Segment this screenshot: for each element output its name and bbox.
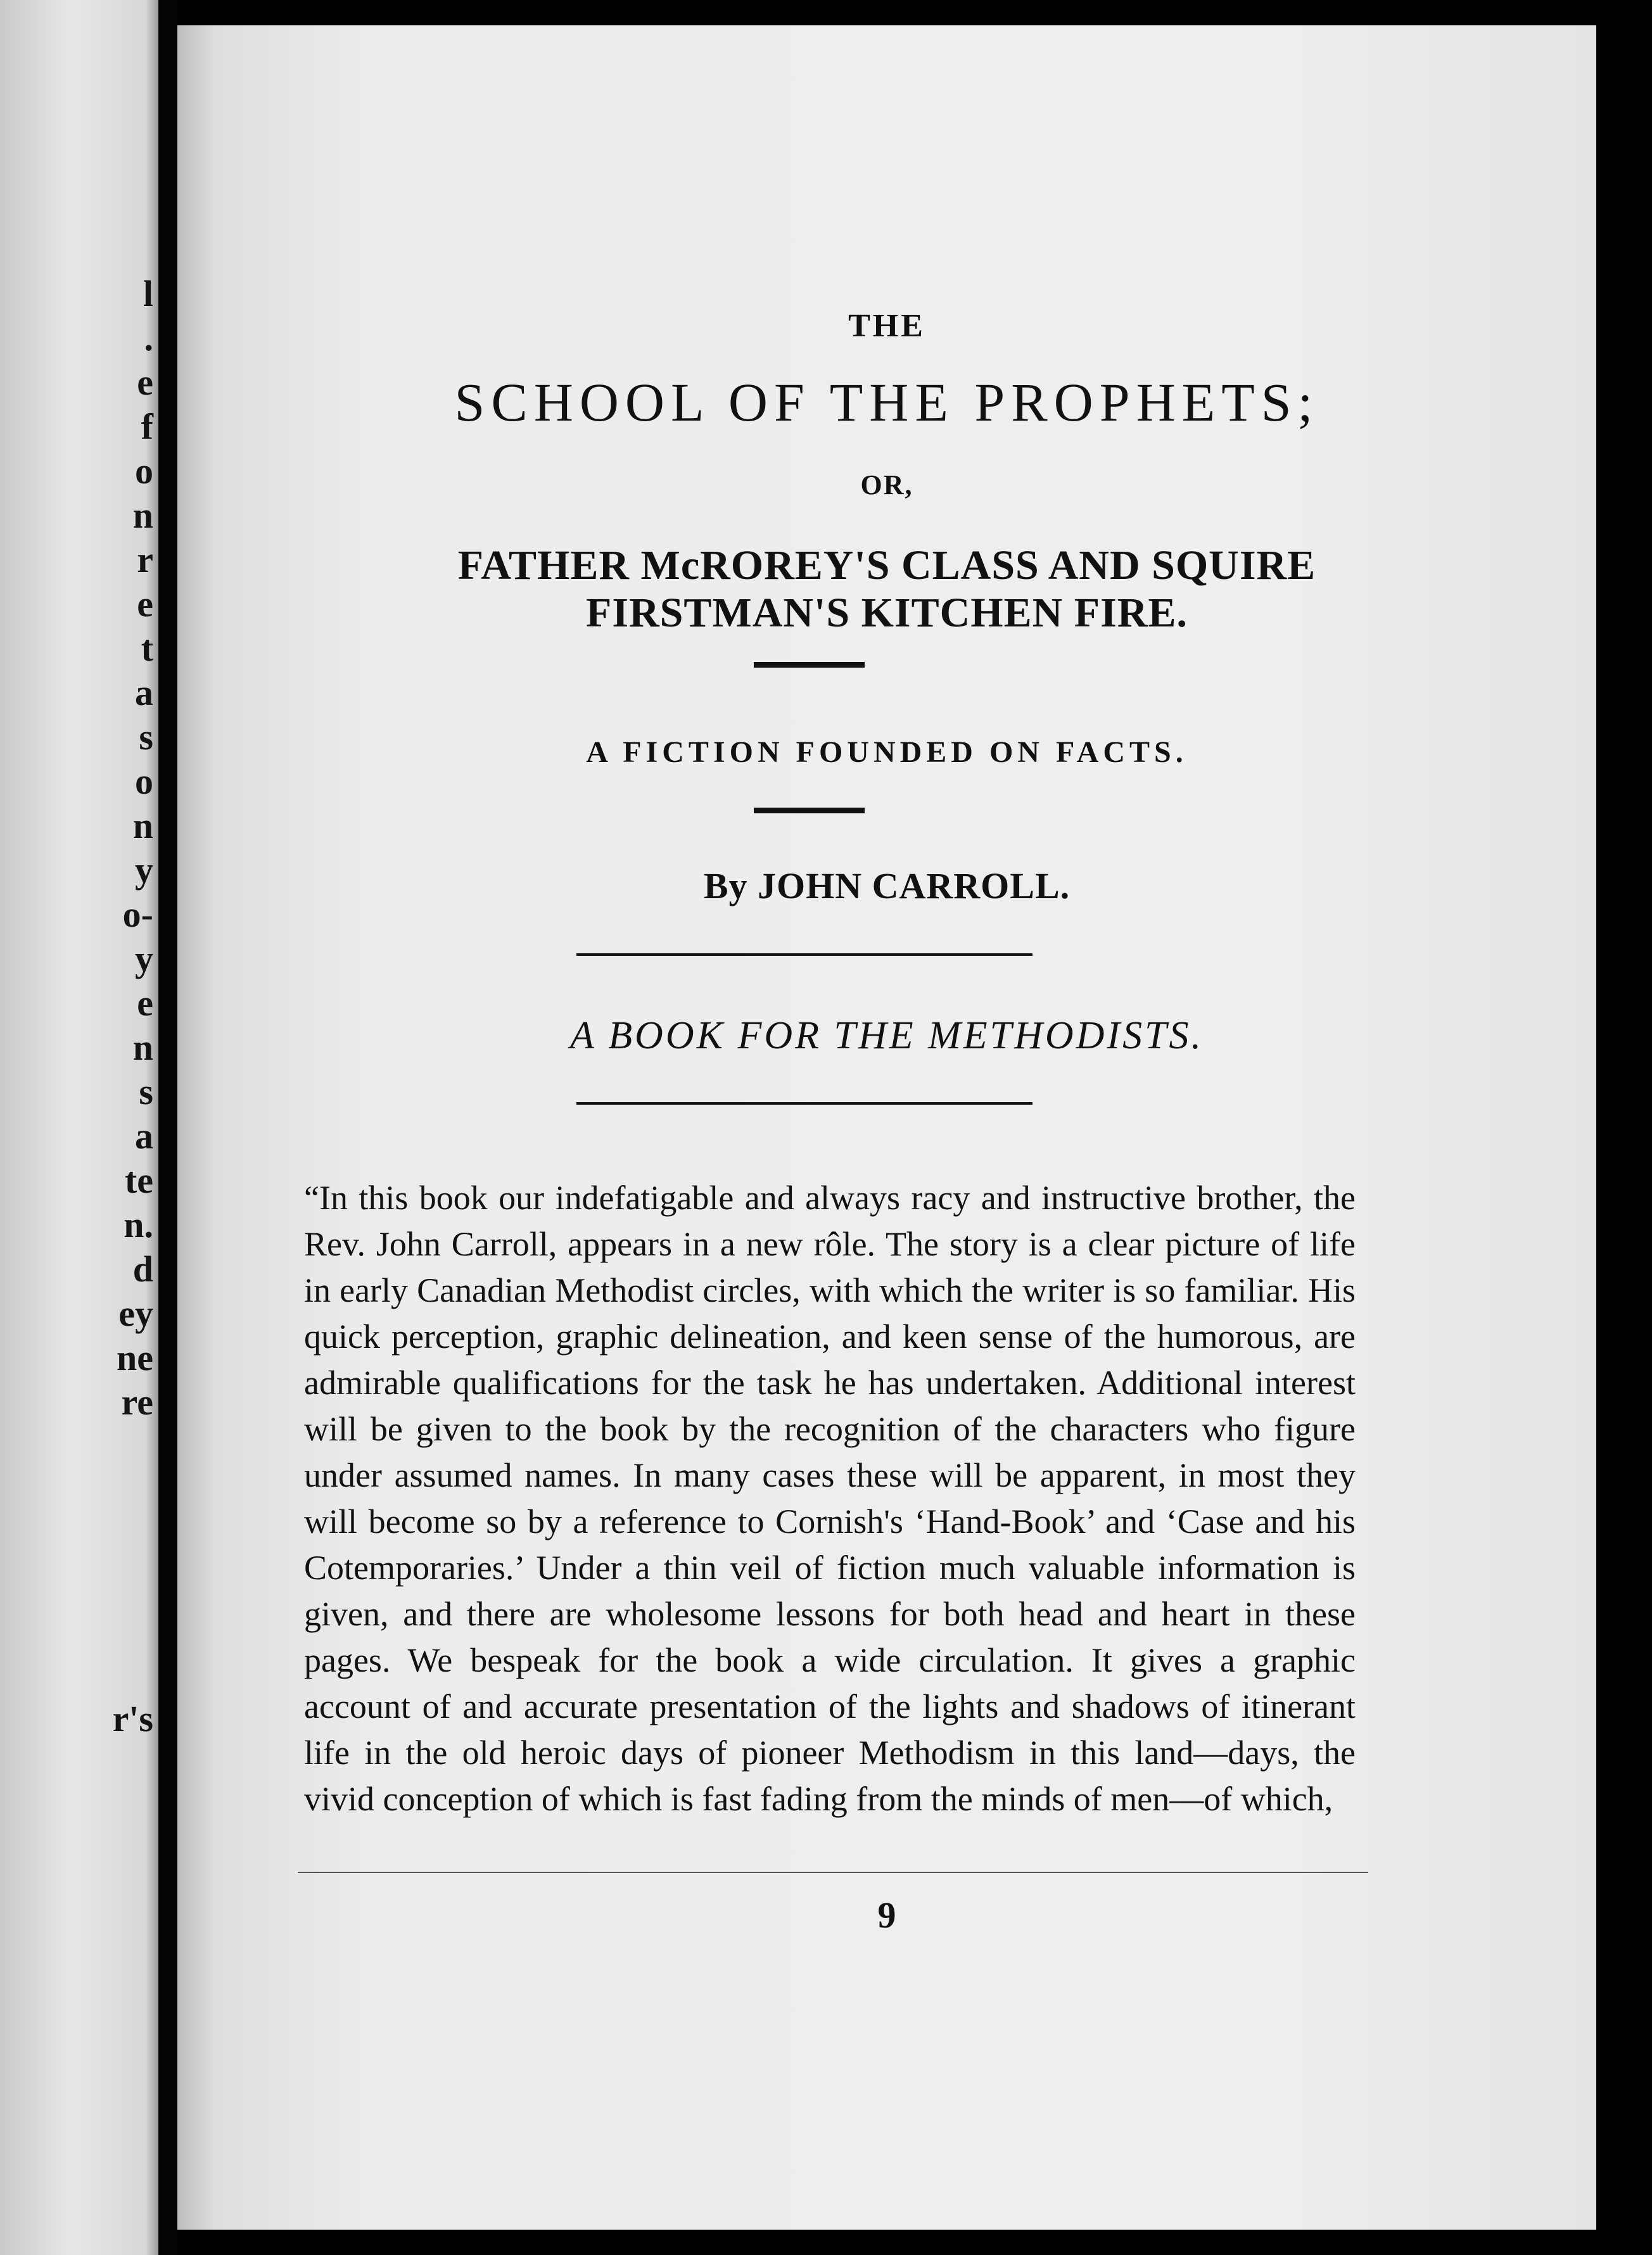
review-paragraph: “In this book our indefatigable and always racy and instructive brother, the Rev. John Carroll, appears in a new rôle. The story is a clear picture of life in early Canadian Methodist circles, with which the writer is so familiar. His quick perception, graphic delineation, and keen sense of the humorous, are admirable qualifications for the task he has undertaken. Additional interest will be given to the book by the recognition of the characters who figure under assumed names. In many cases these will be apparent, in most they will become so by a reference to Cornish's ‘Hand-Book’ and ‘Case and his Cotemporaries.’ Under a thin veil of fiction much valuable information is given, and there are wholesome lessons for both head and heart in these pages. We bespeak for the book a wide circulation. It gives a graphic account of and accurate presentation of the lights and shadows of itinerant life in the old heroic days of pioneer Methodism in this land—days, the vivid conception of which is fast fading from the minds of men—of which,	[304, 1179, 1356, 1818]
divider-short-2	[754, 808, 865, 813]
subtitle-line-1: FATHER McROREY'S CLASS AND SQUIRE	[457, 542, 1316, 588]
margin-letter: y	[135, 938, 153, 979]
margin-letter: .	[144, 317, 153, 359]
tagline: A BOOK FOR THE METHODISTS.	[569, 1014, 1204, 1057]
page-number: 9	[877, 1895, 896, 1936]
fiction-line: A FICTION FOUNDED ON FACTS.	[586, 735, 1188, 769]
margin-letter: te	[124, 1160, 153, 1201]
margin-letter: s	[139, 1071, 153, 1112]
margin-letter: f	[141, 406, 153, 447]
margin-letter: e	[137, 982, 153, 1024]
margin-letter: re	[121, 1382, 153, 1423]
margin-letter: d	[132, 1248, 153, 1290]
margin-letter: r's	[112, 1698, 153, 1739]
margin-letter: n	[132, 495, 153, 536]
subtitle-line-2: FIRSTMAN'S KITCHEN FIRE.	[586, 590, 1188, 636]
divider-long-2	[576, 1102, 1032, 1105]
page-gutter	[158, 0, 177, 2255]
margin-letter: ne	[117, 1337, 153, 1378]
margin-letter: n	[132, 1027, 153, 1068]
left-facing-page	[0, 0, 158, 2255]
margin-letter: ey	[118, 1293, 153, 1334]
author-line: By JOHN CARROLL.	[703, 865, 1071, 906]
title-prefix: THE	[848, 308, 925, 344]
margin-letter: t	[141, 628, 153, 669]
margin-letter: l	[143, 273, 153, 314]
divider-long-1	[576, 953, 1032, 956]
footer-rule	[298, 1872, 1368, 1873]
margin-letter: a	[135, 672, 153, 713]
title-or: OR,	[860, 469, 913, 500]
book-page	[177, 25, 1596, 2230]
margin-letter: a	[135, 1115, 153, 1157]
margin-letter: o-	[122, 894, 153, 935]
margin-letter: o	[135, 450, 153, 492]
divider-short-1	[754, 662, 865, 668]
margin-letter: e	[137, 362, 153, 403]
margin-letter: n	[132, 805, 153, 846]
margin-letter: o	[135, 761, 153, 802]
margin-letter: n.	[124, 1204, 153, 1245]
margin-letter: r	[137, 539, 153, 580]
margin-letter: e	[137, 583, 153, 625]
margin-letter: s	[139, 716, 153, 758]
book-title: SCHOOL OF THE PROPHETS;	[454, 372, 1319, 433]
margin-letter: y	[135, 849, 153, 891]
